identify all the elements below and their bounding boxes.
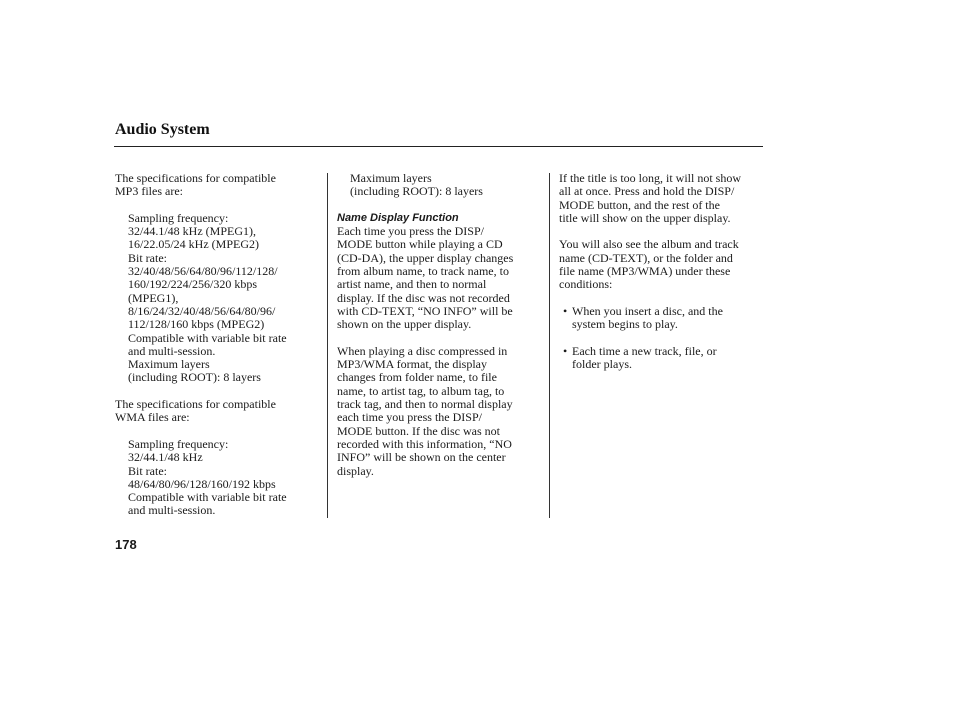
para1-line: artist name, and then to normal xyxy=(337,277,487,292)
para1-line: display. If the disc was not recorded xyxy=(337,290,510,305)
name-display-heading: Name Display Function xyxy=(337,211,459,224)
mp3-spec-line: 8/16/24/32/40/48/56/64/80/96/ xyxy=(128,303,276,318)
para2-line: MODE button. If the disc was not xyxy=(337,423,500,438)
column-3 xyxy=(559,172,741,371)
wma-spec-line: Bit rate: xyxy=(128,463,167,478)
wma-spec-list xyxy=(115,438,287,518)
column-1 xyxy=(115,172,287,518)
section-title: Audio System xyxy=(115,121,210,138)
col3-para1-line: all at once. Press and hold the DISP/ xyxy=(559,184,735,199)
col3-para1-line: If the title is too long, it will not show xyxy=(559,171,741,185)
para2-line: recorded with this information, “NO xyxy=(337,436,512,451)
wma-spec-line: Compatible with variable bit rate xyxy=(128,490,287,505)
wma-spec-line: and multi-session. xyxy=(128,503,216,518)
mp3-spec-line: and multi-session. xyxy=(128,343,216,358)
para2-line: track tag, and then to normal display xyxy=(337,397,513,412)
mp3-spec-list xyxy=(115,212,287,385)
para1-line: shown on the upper display. xyxy=(337,317,472,332)
para1-line: (CD-DA), the upper display changes xyxy=(337,250,514,265)
bullet-line: Each time a new track, file, or xyxy=(572,343,717,358)
para1-line: with CD-TEXT, “NO INFO” will be xyxy=(337,303,513,318)
bullet-icon: • xyxy=(563,303,568,318)
mp3-spec-line: Sampling frequency: xyxy=(128,210,229,225)
mp3-intro-line: The specifications for compatible xyxy=(115,171,276,185)
column-divider-1 xyxy=(327,173,328,518)
para2-line: MP3/WMA format, the display xyxy=(337,357,487,372)
bullet-item-insert-disc xyxy=(559,305,741,332)
col3-para2-line: file name (MP3/WMA) under these xyxy=(559,264,731,279)
mp3-spec-line: 32/40/48/56/64/80/96/112/128/ xyxy=(128,264,278,279)
bullet-line: system begins to play. xyxy=(572,317,678,332)
wma-spec-line: Sampling frequency: xyxy=(128,436,229,451)
para1-line: MODE button while playing a CD xyxy=(337,237,503,252)
para2-line: display. xyxy=(337,463,374,478)
page-number: 178 xyxy=(115,537,137,552)
mp3-spec-line: (including ROOT): 8 layers xyxy=(128,370,261,385)
para1-line: Each time you press the DISP/ xyxy=(337,224,484,239)
para2-line: each time you press the DISP/ xyxy=(337,410,482,425)
mp3-spec-line: (MPEG1), xyxy=(128,290,179,305)
mp3-spec-line: 112/128/160 kbps (MPEG2) xyxy=(128,317,265,332)
mp3-spec-line: Bit rate: xyxy=(128,250,167,265)
layers-line: (including ROOT): 8 layers xyxy=(350,184,483,199)
mp3-spec-line: Compatible with variable bit rate xyxy=(128,330,287,345)
column-divider-2 xyxy=(549,173,550,518)
column-2 xyxy=(337,172,513,478)
bullet-item-new-track xyxy=(559,345,741,372)
para2-line: INFO” will be shown on the center xyxy=(337,450,506,465)
layers-line: Maximum layers xyxy=(350,171,432,185)
para2-line: When playing a disc compressed in xyxy=(337,343,508,358)
mp3-spec-line: 160/192/224/256/320 kbps xyxy=(128,277,258,292)
bullet-line: When you insert a disc, and the xyxy=(572,303,723,318)
para2-line: changes from folder name, to file xyxy=(337,370,497,385)
col3-para1-line: MODE button, and the rest of the xyxy=(559,197,720,212)
mp3-spec-line: Maximum layers xyxy=(128,357,210,372)
title-rule xyxy=(114,146,763,147)
mp3-intro-line: MP3 files are: xyxy=(115,184,183,199)
wma-intro-line: WMA files are: xyxy=(115,410,190,425)
para1-line: from album name, to track name, to xyxy=(337,264,509,279)
mp3-spec-line: 16/22.05/24 kHz (MPEG2) xyxy=(128,237,259,252)
wma-spec-line: 48/64/80/96/128/160/192 kbps xyxy=(128,476,276,491)
para2-line: name, to artist tag, to album tag, to xyxy=(337,383,505,398)
mp3-spec-line: 32/44.1/48 kHz (MPEG1), xyxy=(128,224,256,239)
wma-spec-line: 32/44.1/48 kHz xyxy=(128,450,203,465)
col3-para2-line: conditions: xyxy=(559,277,613,292)
col3-para2-line: name (CD-TEXT), or the folder and xyxy=(559,250,733,265)
bullet-line: folder plays. xyxy=(572,357,632,372)
col3-para2-line: You will also see the album and track xyxy=(559,237,739,252)
col3-para1-line: title will show on the upper display. xyxy=(559,210,731,225)
bullet-icon: • xyxy=(563,343,568,358)
layers-block xyxy=(337,172,513,199)
wma-intro-line: The specifications for compatible xyxy=(115,397,276,412)
